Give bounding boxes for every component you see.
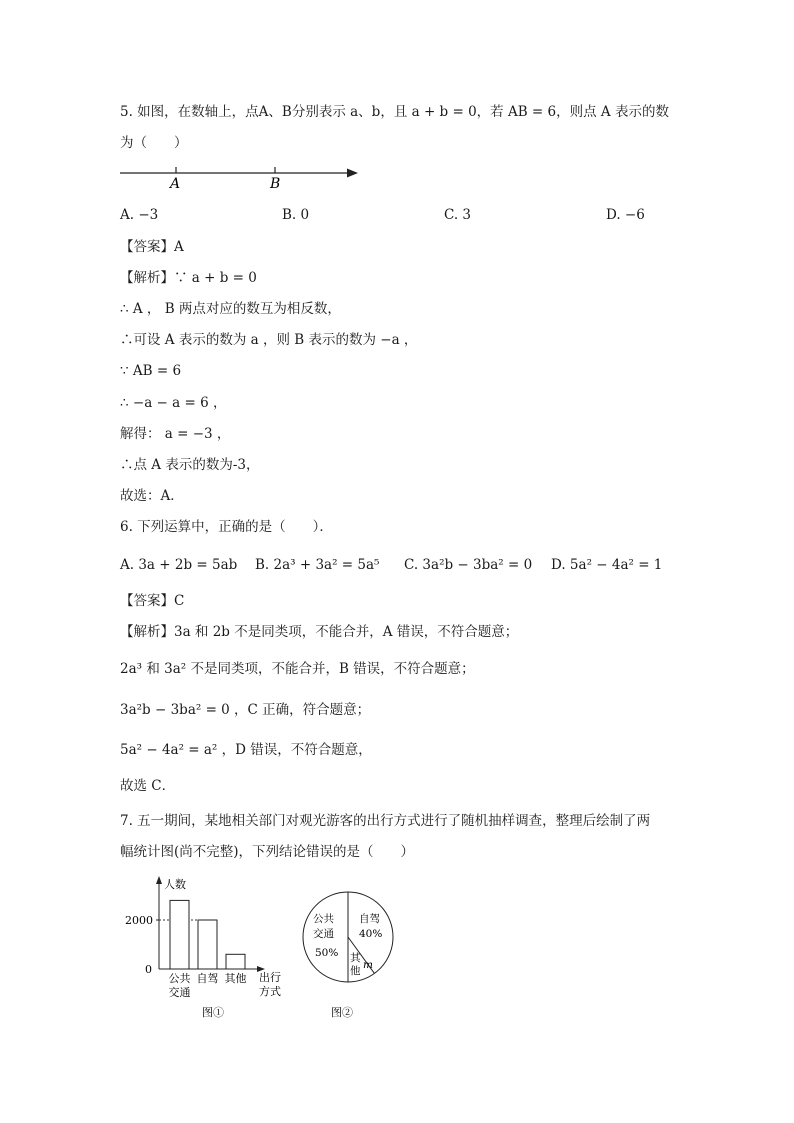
bar-y-axis-arrow [156,876,162,884]
pie-label-public-2: 交通 [313,928,334,940]
q5-analysis-5: ∴ −a − a = 6 ， [120,395,227,411]
label-b: B [270,176,281,192]
number-line-arrow [347,169,358,178]
bar-category-label-1: 公共 [168,972,191,985]
q6-option-c: C. 3a²b − 3ba² = 0 [404,557,533,573]
pie-label-other-2: 他 [350,965,361,977]
q5-analysis-2: ∴ A ， B 两点对应的数互为相反数， [120,301,341,317]
q5-answer: 【答案】A [120,239,184,255]
q6-analysis-3: 3a²b − 3ba² = 0 ，C 正确，符合题意； [120,702,371,718]
q6-option-a: A. 3a + 2b = 5ab [120,557,238,573]
bar-1 [170,900,189,969]
fig1-caption: 图① [202,1006,224,1019]
q5-analysis-3: ∴可设 A 表示的数为 a ，则 B 表示的数为 −a ， [120,332,418,348]
bar-chart-figure [118,872,293,1022]
pie-value-public: 50% [315,947,339,959]
pie-label-public-1: 公共 [313,913,334,925]
bar-x-axis-label-2: 方式 [259,985,281,998]
q5-option-a: A. −3 [120,207,159,223]
q5-stem-line2: 为（ ） [120,135,188,151]
q6-analysis-1: 【解析】3a 和 2b 不是同类项，不能合并，A 错误，不符合题意； [120,624,519,640]
bar-category-label-1-b: 交通 [168,986,191,999]
q5-option-c: C. 3 [444,207,472,223]
y-tick-label-0: 0 [145,963,152,976]
q5-analysis-4: ∵ AB = 6 [120,363,182,379]
q5-option-b: B. 0 [282,207,310,223]
pie-value-other: m [363,959,373,971]
number-line-figure [118,160,368,194]
pie-label-other-1: 其 [350,952,361,964]
q6-stem: 6. 下列运算中，正确的是（ ）． [120,519,333,535]
q5-analysis-6: 解得： a = −3 ， [120,426,231,442]
bar-x-axis-label-1: 出行 [259,971,281,984]
q6-option-b: B. 2a³ + 3a² = 5a⁵ [255,557,380,573]
q6-option-d: D. 5a² − 4a² = 1 [551,557,663,573]
q6-answer: 【答案】C [120,593,185,609]
fig2-caption: 图② [331,1006,353,1019]
label-a: A [170,176,181,192]
pie-label-self-drive: 自驾 [359,913,380,925]
bar-category-label-2: 自驾 [196,972,219,985]
bar-category-label-3: 其他 [224,972,247,985]
y-tick-label-2000: 2000 [125,914,153,927]
q6-analysis-4: 5a² − 4a² = a² ，D 错误，不符合题意， [120,742,372,758]
q5-analysis-8: 故选：A． [120,488,184,504]
bar-3 [226,954,245,969]
q5-stem-line1: 5. 如图，在数轴上，点A、B分别表示 a、b，且 a + b = 0，若 AB = 6，则点 A 表示的数 [120,104,669,120]
bar-y-axis-label: 人数 [164,878,186,891]
bar-2 [198,920,217,969]
q7-stem-line2: 幅统计图(尚不完整)，下列结论错误的是（ ） [120,844,415,860]
q6-analysis-5: 故选 C． [120,778,176,794]
q6-analysis-2: 2a³ 和 3a² 不是同类项，不能合并，B 错误，不符合题意； [120,661,475,677]
pie-value-self-drive: 40% [359,928,383,940]
pie-chart-figure [300,872,410,1022]
q5-analysis-1: 【解析】∵ a + b = 0 [120,270,257,286]
q7-stem-line1: 7. 五一期间，某地相关部门对观光游客的出行方式进行了随机抽样调查，整理后绘制了两 [120,813,651,829]
q5-analysis-7: ∴点 A 表示的数为-3， [120,457,260,473]
q5-option-d: D. −6 [606,207,645,223]
